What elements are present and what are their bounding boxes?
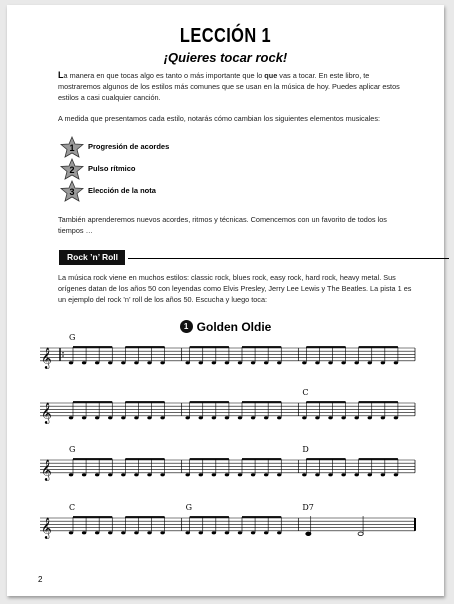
chord-label: G — [185, 503, 193, 512]
note-head — [212, 361, 216, 364]
note-head — [302, 416, 306, 419]
intro-emphasis: que — [264, 71, 278, 80]
treble-clef-icon: 𝄞 — [41, 517, 52, 539]
note-head — [69, 361, 73, 364]
note-head — [225, 531, 229, 534]
note-head — [277, 531, 281, 534]
note-head — [277, 361, 281, 364]
chord-label: D — [302, 445, 309, 454]
element-label: Elección de la nota — [88, 186, 156, 195]
note-head — [69, 473, 73, 476]
chord-label: C — [302, 388, 309, 397]
note-head — [354, 361, 358, 364]
note-head — [315, 361, 319, 364]
note-head — [251, 473, 255, 476]
note-head — [82, 473, 86, 476]
chord-label: C — [69, 503, 76, 512]
note-head — [121, 473, 125, 476]
note-head — [134, 416, 138, 419]
note-head — [160, 361, 164, 364]
page-number: 2 — [38, 575, 43, 584]
note-head — [251, 531, 255, 534]
note-head — [199, 473, 203, 476]
note-head — [212, 416, 216, 419]
note-head — [394, 416, 398, 419]
section-paragraph: La música rock viene en muchos estilos: classic rock, blues rock, easy rock, hard rock, heavy metal. Sus orígenes datan de los años 50 con leyendas como Elvis Presley, Jerry Lee Lewis y The Beatles. La pista 1 es un ejemplo del rock ’n’ roll de los años 50. Escucha y luego toca: — [58, 273, 412, 304]
note-head — [199, 416, 203, 419]
note-head — [354, 416, 358, 419]
note-head — [341, 473, 345, 476]
note-head — [108, 361, 112, 364]
note-head — [238, 361, 242, 364]
element-number: 1 — [69, 143, 75, 153]
note-head — [368, 416, 372, 419]
note-head — [358, 532, 363, 536]
note-head — [306, 532, 311, 536]
note-head — [251, 361, 255, 364]
note-head — [160, 473, 164, 476]
note-head — [225, 416, 229, 419]
note-head — [328, 416, 332, 419]
note-head — [147, 473, 151, 476]
note-head — [108, 531, 112, 534]
track-number: 1 — [180, 320, 193, 333]
note-head — [328, 473, 332, 476]
note-head — [185, 531, 189, 534]
section-title: Rock ’n’ Roll — [67, 252, 119, 262]
note-head — [315, 473, 319, 476]
music-notation — [7, 5, 444, 596]
note-head — [121, 416, 125, 419]
element-label: Pulso rítmico — [88, 164, 136, 173]
note-head — [238, 473, 242, 476]
note-head — [69, 531, 73, 534]
note-head — [147, 531, 151, 534]
note-head — [264, 416, 268, 419]
note-head — [185, 473, 189, 476]
note-head — [277, 473, 281, 476]
note-head — [368, 361, 372, 364]
treble-clef-icon: 𝄞 — [41, 402, 52, 424]
note-head — [328, 361, 332, 364]
note-head — [394, 361, 398, 364]
note-head — [199, 531, 203, 534]
elements-intro: A medida que presentamos cada estilo, notarás cómo cambian los siguientes elementos musicales: — [58, 114, 381, 123]
note-head — [95, 361, 99, 364]
treble-clef-icon: 𝄞 — [41, 459, 52, 481]
note-head — [134, 473, 138, 476]
element-label: Progresión de acordes — [88, 142, 170, 151]
note-head — [121, 361, 125, 364]
note-head — [264, 473, 268, 476]
note-head — [315, 416, 319, 419]
note-head — [95, 531, 99, 534]
note-head — [264, 361, 268, 364]
note-head — [134, 361, 138, 364]
intro-text-1: a manera en que tocas algo es tanto o más importante que lo — [63, 71, 265, 80]
note-head — [212, 473, 216, 476]
note-head — [82, 361, 86, 364]
note-head — [160, 531, 164, 534]
drop-letter: L — [58, 70, 64, 80]
note-head — [277, 416, 281, 419]
note-head — [69, 416, 73, 419]
note-head — [341, 416, 345, 419]
note-head — [302, 361, 306, 364]
closing-paragraph: También aprenderemos nuevos acordes, ritmos y técnicas. Comencemos con un favorito de todos los tiempos … — [58, 215, 387, 235]
note-head — [264, 531, 268, 534]
note-head — [95, 416, 99, 419]
note-head — [121, 531, 125, 534]
note-head — [134, 531, 138, 534]
intro-text-2: vas a tocar. En este libro, te mostraremos algunos de los estilos más comunes que se usan en la música de hoy. Puedes aplicar estos estilos a casi cualquier canción. — [58, 71, 400, 102]
note-head — [82, 531, 86, 534]
repeat-dot — [62, 355, 64, 357]
note-head — [302, 473, 306, 476]
page — [7, 5, 444, 596]
note-head — [147, 416, 151, 419]
note-head — [160, 416, 164, 419]
element-number: 3 — [69, 187, 75, 197]
note-head — [394, 473, 398, 476]
note-head — [95, 473, 99, 476]
lesson-title: LECCIÓN 1 — [179, 25, 272, 47]
note-head — [354, 473, 358, 476]
note-head — [368, 473, 372, 476]
note-head — [185, 361, 189, 364]
track-title: Golden Oldie — [196, 319, 272, 334]
note-head — [381, 361, 385, 364]
note-head — [185, 416, 189, 419]
note-head — [251, 416, 255, 419]
note-head — [82, 416, 86, 419]
note-head — [381, 416, 385, 419]
note-head — [199, 361, 203, 364]
note-head — [238, 531, 242, 534]
note-head — [212, 531, 216, 534]
chord-label: G — [69, 445, 76, 454]
chord-label: D7 — [302, 503, 314, 512]
element-number: 2 — [69, 165, 75, 175]
lesson-subtitle: ¡Quieres tocar rock! — [163, 50, 288, 65]
note-head — [147, 361, 151, 364]
note-head — [108, 473, 112, 476]
chord-label: G — [69, 333, 76, 342]
treble-clef-icon: 𝄞 — [41, 347, 52, 369]
repeat-dot — [62, 352, 64, 354]
note-head — [238, 416, 242, 419]
note-head — [225, 361, 229, 364]
note-head — [381, 473, 385, 476]
note-head — [341, 361, 345, 364]
note-head — [225, 473, 229, 476]
note-head — [108, 416, 112, 419]
